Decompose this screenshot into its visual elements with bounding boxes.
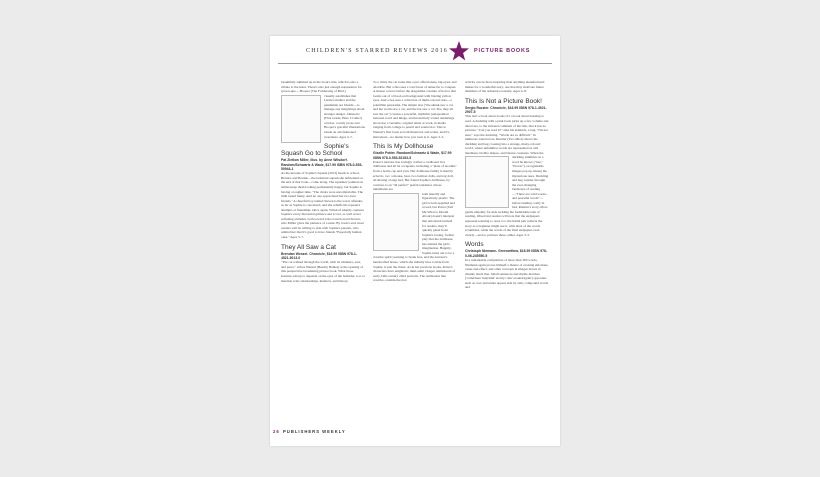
review-title: Words bbox=[465, 241, 484, 249]
review-credits: Christoph Niemann. Greenwillow, $18.99 ISBN 978-0-06-245550-5 bbox=[465, 249, 548, 258]
review-title: They All Saw a Cat bbox=[281, 243, 336, 251]
review-title: This Is My Dollhouse bbox=[373, 143, 434, 151]
review-text: "The cat walked through the world, with its whiskers, ears, and paws," writes Wenzel (Beastly Babies) at the opening of this perspective-broadening picture book. What those features add up to depends on the eyes of the beholder, too: to mention scale relationships, instincts, and history. bbox=[281, 260, 365, 283]
column-3 bbox=[465, 80, 549, 290]
column-1 bbox=[281, 80, 365, 283]
review-text: In a remarkable compilation of more than 300 words, Niemann again proves himself a master of evoking emotions, cause and effect, and other concepts in images drawn in chunky black line. Small sentences and rhyme matches ('come/here' help/hint' slowly/ rain' around/again') opposites such as over and under appear side by side; compound words and bbox=[465, 258, 549, 290]
section-category: PICTURE BOOKS bbox=[474, 48, 531, 54]
review-credits: Brendan Wenzel. Chronicle, $16.99 ISBN 978-1-4521-5013-0 bbox=[281, 251, 357, 260]
book-cover-image bbox=[373, 193, 419, 251]
review-title: This Is Not a Picture Book! bbox=[465, 97, 542, 105]
review-credits: Pat Zietlow Miller, illus. by Anne Wilsdorf. Random/Schwartz & Wade, $17.99 ISBN 978-0-553-50944-1 bbox=[281, 158, 363, 171]
review-text: This isn't a book about books; it's a book about learning to read. A duckling with a pink book picks up a few volume and discovers, to the irritated comment of the title, that it has no pictures. "Can you read it?" asks his sidekick, a bug. "I'm not sure," says the duckling. "Words are so difficult." In luminous watercolors, Ruzzier (Two Mice) shows the duckling and bug crossing into a strange, many-colored world, where unfamiliar words are represented as odd machines, blobby shapes, and bizarre creatures. When the bbox=[465, 114, 549, 155]
star-icon bbox=[448, 40, 470, 62]
review-text: As the heroine of Sophie's Squash (2013) heads to school, Bernice and Bonnie—the butternut squash she befriended at the end of that book—come along. The squashes' painted-on smiles keep them looking permanently happy, but Sophie is having a tougher time. "The chairs were uncomfortable. The milk tasted funny. And no one appreciated her two best friends." A cheerful boy named Steven is the worst offender, as far as Sophie is concerned, and she rebuffs his repeated attempts at friendship. Once again, Wilsdorf adeptly captures Sophie's every mercurial grimace and scowl, as well as her softening attitudes, both toward school and toward Steven, who Miller gives the patience of a saint. By book's end, most readers will be willing to side with Sophie's parents, who remind her that it's good to have friends "Especially human ones." Ages 3–7. bbox=[281, 171, 364, 239]
review-credits: Giselle Potter. Random/Schwartz & Wade, $17.99 ISBN 978-0-553-52153-5 bbox=[373, 151, 452, 160]
review-credits: Sergio Ruzzier. Chronicle, $16.99 ISBN 978-1-4521-2907-5 bbox=[465, 105, 547, 115]
section-title: CHILDREN'S STARRED REVIEWS 2016 bbox=[306, 48, 448, 54]
review-text: Potter's narrator has lovingly crafted a cardboard box dollhouse and all its occupants, including a "plate of noodles" from a bottle cap and yarn. Her dollhouse family is merrily eclectic, too: a mouse, bear, two fashion dolls, and rag doll, all sharing a large bed. Her friend Sophie's dollhouse, by contrast, is an "all perfect" prefab residence whose inhabitants are bbox=[373, 159, 457, 192]
page-header bbox=[270, 44, 560, 62]
review-text: activity can be more inspiring than anything manufactured makes for a wonderful story, one that may motivate future members of the artisanal economy. Ages 4–8. bbox=[465, 80, 545, 94]
book-cover-image bbox=[465, 156, 509, 208]
review-text: visually establishes that Lizzie's mother and the gentleman are friends—to manage any misgivings about stranger danger. Johnson's (First Grade, Here I Come!) concise, courtly prose and Hooper's graceful illustrations exude an old-fashioned sweetness. Ages 4–7. bbox=[324, 93, 365, 139]
review-text: To a child, the cat looks like a pet: affectionate, big-eyed, and adorable. But a flea sees a vast forest of dense fur to conquer. A mouse cowers before the dragonlike creature of horror that looms out of a blood-red background with blazing yellow eyes. And a bee sees a collection of multi-colored dots—a pointillist panorama. The simple text ("the skunk saw a cat, and the worm saw a cat, and the bat saw a cat. Yes, they all saw the cat") creates a powerful, rhythmic juxtaposition between word and image, and inventively varied renderings showcase a versatile, original talent at work, in media ranging from collage to pencil and watercolor. This is Wenzel's first book as both illustrator and writer, and it's marvelous—no matter how you look at it. Ages 3–5. bbox=[373, 80, 457, 139]
review-title: Sophie's Squash Go to School bbox=[281, 143, 349, 158]
header-rule bbox=[278, 63, 552, 64]
review-text: duckling stumbles on a word he knows ("bee," "flower"), recognizable images pop up among the mysterious ones. Duckling and bug wander through the ever-changing landscape of reading—"There are wild words... and peaceful words"—before landing cozily in bed. Ruzzier's story offers gentle empathy for kids tackling the formidable task of reading. Observant readers will note that the endpapers represent learning to read, too; the initial pair reflects the story as a beginner might see it, with most of the words scrambled, while the words of the final endpapers read clearly—and so pictures there, either. Ages 3–5. bbox=[465, 155, 549, 237]
page-number: 26 bbox=[273, 429, 280, 434]
review-text: both literally and figuratively plastic. The girl is both appalled and cowed, but Potter (Tell Me What to Dream About) doesn't interpret that emotional turmoil for readers, they'll quickly glean from Sophie's boring, formal play that the dollhouse has stunted the girl's imagination. Happily, Sophie turns out to be a creative spirit yearning to break free, and the narrator's handcrafted house, which she initially tries to hide from Sophie, is just the ticket. As in her previous books, Potter's characters have enigmatic, mini-adult visages reminiscent of early-19th-century child portraits. The realization that creative, outside-the-box bbox=[373, 191, 456, 283]
magazine-page bbox=[270, 36, 560, 446]
publication-name: PUBLISHERS WEEKLY bbox=[283, 429, 346, 434]
column-2 bbox=[373, 80, 457, 283]
book-cover-image bbox=[281, 95, 321, 143]
review-text: beautifully summed up in the book's title, which is also a tribute to the letter. There's also just enough reassurance for grown-ups.—Hooper (The Fodderstag of Bird.) bbox=[281, 80, 362, 94]
